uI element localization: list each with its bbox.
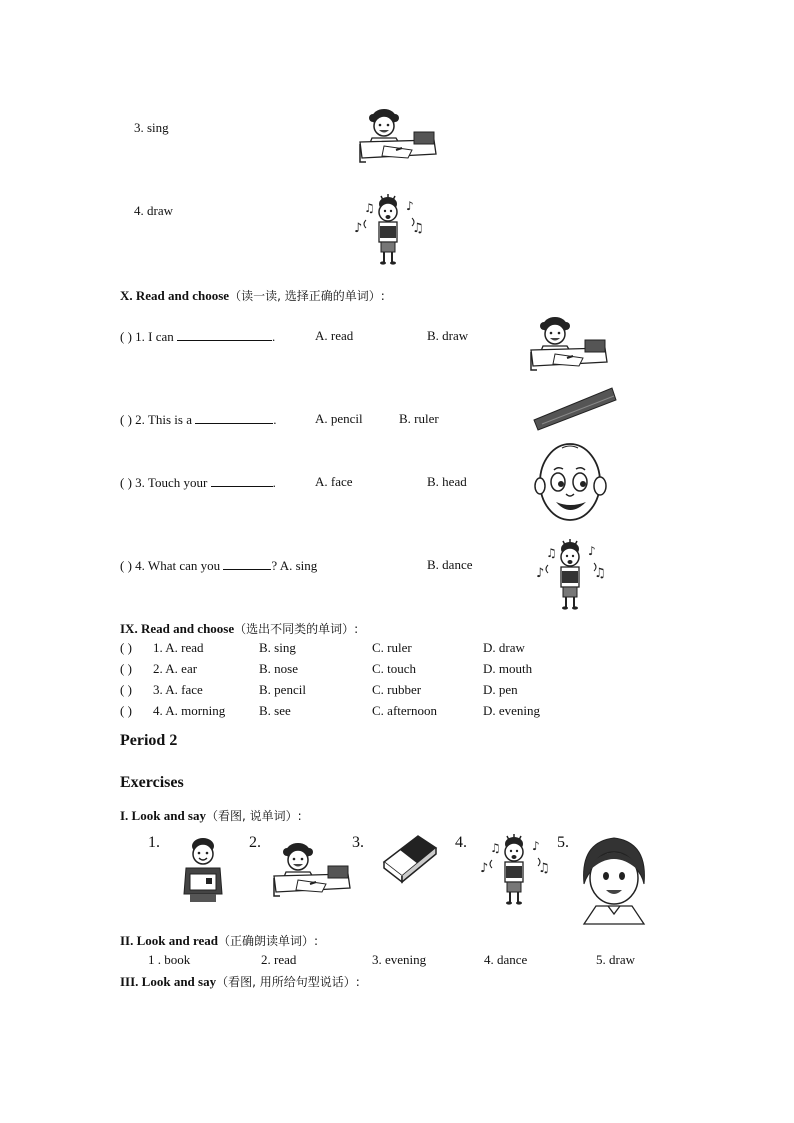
answer-blank[interactable] [211, 474, 273, 487]
picture-number: 5. [557, 834, 569, 851]
option-a[interactable]: A. read [315, 328, 354, 343]
girl-drawing-image [527, 312, 611, 374]
ix-option-b: B. see [259, 703, 291, 718]
question-1: ( ) 1. I can . [120, 329, 276, 344]
question-3: ( ) 3. Touch your . [120, 475, 276, 490]
ix-option-b: B. pencil [259, 682, 306, 697]
ix-option-d: D. draw [483, 640, 525, 655]
ix-row-paren[interactable]: ( ) [120, 640, 132, 655]
read-word: 2. read [261, 952, 297, 967]
section-ii-heading: II. Look and read（正确朗读单词）: [120, 933, 319, 948]
ix-option-d: D. mouth [483, 661, 533, 676]
option-b[interactable]: B. head [427, 474, 467, 489]
girl-drawing-image [356, 104, 438, 166]
ix-option-a: 3. A. face [153, 682, 203, 697]
picture-number: 4. [455, 834, 467, 851]
ix-row-paren[interactable]: ( ) [120, 661, 132, 676]
ix-row-paren[interactable]: ( ) [120, 682, 132, 697]
ix-option-b: B. sing [259, 640, 296, 655]
read-word: 1 . book [148, 952, 191, 967]
boy-head-image [536, 438, 608, 528]
ix-row-paren[interactable]: ( ) [120, 703, 132, 718]
match-item-3: 3. sing [134, 120, 169, 135]
boy-singing-image [474, 832, 556, 908]
ix-option-c: C. touch [372, 661, 417, 676]
ix-option-c: C. rubber [372, 682, 422, 697]
ix-option-d: D. pen [483, 682, 518, 697]
rubber-image [380, 832, 440, 882]
picture-number: 1. [148, 834, 160, 851]
exercises-title: Exercises [120, 774, 184, 791]
answer-blank[interactable] [223, 557, 271, 570]
option-b[interactable]: B. ruler [399, 411, 439, 426]
question-2: ( ) 2. This is a . [120, 412, 277, 427]
read-word: 5. draw [596, 952, 635, 967]
answer-blank[interactable] [177, 328, 272, 341]
section-i-heading: I. Look and say（看图, 说单词）: [120, 808, 302, 823]
option-b[interactable]: B. draw [427, 328, 469, 343]
girl-face-image [576, 834, 652, 926]
boy-singing-image [348, 192, 430, 268]
ix-option-b: B. nose [259, 661, 298, 676]
ix-option-a: 2. A. ear [153, 661, 198, 676]
section-ix-heading: IX. Read and choose（选出不同类的单词）: [120, 621, 359, 636]
option-a[interactable]: A. pencil [315, 411, 363, 426]
boy-reading-image [176, 836, 230, 906]
picture-number: 2. [249, 834, 261, 851]
ix-option-a: 4. A. morning [153, 703, 226, 718]
section-x-heading: X. Read and choose（读一读, 选择正确的单词）: [120, 288, 385, 303]
ruler-image [532, 384, 618, 432]
picture-number: 3. [352, 834, 364, 851]
ix-option-d: D. evening [483, 703, 541, 718]
boy-singing-image [530, 537, 612, 613]
match-item-4: 4. draw [134, 203, 173, 218]
ix-option-a: 1. A. read [153, 640, 204, 655]
read-word: 3. evening [372, 952, 427, 967]
ix-option-c: C. afternoon [372, 703, 437, 718]
read-word: 4. dance [484, 952, 528, 967]
option-a[interactable]: A. face [315, 474, 353, 489]
period-title: Period 2 [120, 732, 178, 749]
section-iii-heading: III. Look and say（看图, 用所给句型说话）: [120, 974, 360, 989]
girl-drawing-image [270, 838, 352, 900]
option-b[interactable]: B. dance [427, 557, 473, 572]
question-4: ( ) 4. What can you ? A. sing [120, 558, 318, 573]
answer-blank[interactable] [195, 411, 273, 424]
ix-option-c: C. ruler [372, 640, 412, 655]
